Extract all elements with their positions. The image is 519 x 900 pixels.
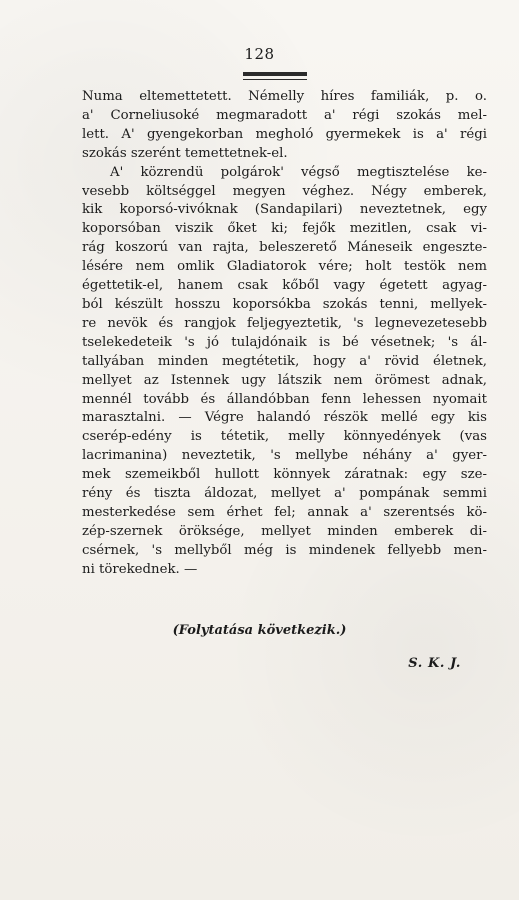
text-line: csérnek, 's mellyből még is mindenek fellyebb men- bbox=[82, 542, 487, 558]
header-rule bbox=[243, 72, 307, 76]
continuation-note: (Folytatása következik.) bbox=[172, 623, 347, 638]
text-line: kik koporsó-vivóknak (Sandapilari) neveztetnek, egy bbox=[82, 202, 487, 218]
text-line: égettetik-el, hanem csak kőből vagy égetett agyag- bbox=[82, 278, 487, 294]
body-text bbox=[82, 88, 487, 580]
text-line: A' közrendü polgárok' végső megtisztelése ke- bbox=[110, 164, 487, 180]
page-number: 128 bbox=[244, 45, 275, 63]
text-line: mek szemeikből hullott könnyek záratnak: egy sze- bbox=[82, 467, 487, 483]
text-line: rág koszorú van rajta, beleszerető Máneseik engeszte- bbox=[82, 240, 487, 256]
text-line: Numa eltemettetett. Némelly híres familiák, p. o. bbox=[82, 89, 487, 104]
text-line: mellyet az Istennek ugy látszik nem örömest adnak, bbox=[82, 372, 487, 388]
text-line: ni törekednek. — bbox=[82, 561, 198, 577]
text-line: mesterkedése sem érhet fel; annak a' szerentsés kö- bbox=[82, 504, 487, 520]
text-line: zép-szernek öröksége, mellyet minden emberek di- bbox=[82, 523, 487, 539]
signature-initials: S. K. J. bbox=[408, 656, 461, 671]
text-line: ból készült hosszu koporsókba szokás tenni, mellyek- bbox=[82, 296, 487, 312]
text-line: rény és tiszta áldozat, mellyet a' pompának semmi bbox=[82, 486, 487, 502]
text-line: lacrimanina) neveztetik, 's mellybe néhány a' gyer- bbox=[82, 448, 487, 464]
text-line: mennél tovább és állandóbban fenn lehessen nyomait bbox=[82, 391, 487, 407]
text-line: lésére nem omlik Gladiatorok vére; holt testök nem bbox=[82, 259, 487, 275]
text-line: a' Corneliusoké megmaradott a' régi szokás mel- bbox=[82, 107, 487, 123]
text-line: szokás szerént temettetnek-el. bbox=[82, 145, 288, 161]
text-line: tallyában minden megtétetik, hogy a' rövid életnek, bbox=[82, 353, 487, 369]
text-line: lett. A' gyengekorban megholó gyermekek is a' régi bbox=[82, 126, 487, 142]
text-line: re nevök és rangjok feljegyeztetik, 's legnevezetesebb bbox=[82, 315, 487, 331]
text-line: koporsóban viszik őket ki; fejők mezitlen, csak vi- bbox=[82, 221, 487, 237]
text-line: tselekedeteik 's jó tulajdónaik is bé vésetnek; 's ál- bbox=[82, 334, 487, 350]
text-line: vesebb költséggel megyen véghez. Négy emberek, bbox=[82, 183, 487, 199]
text-line: marasztalni. — Végre halandó részök mellé egy kis bbox=[82, 410, 487, 426]
text-line: cserép-edény is tétetik, melly könnyedények (vas bbox=[82, 429, 487, 445]
